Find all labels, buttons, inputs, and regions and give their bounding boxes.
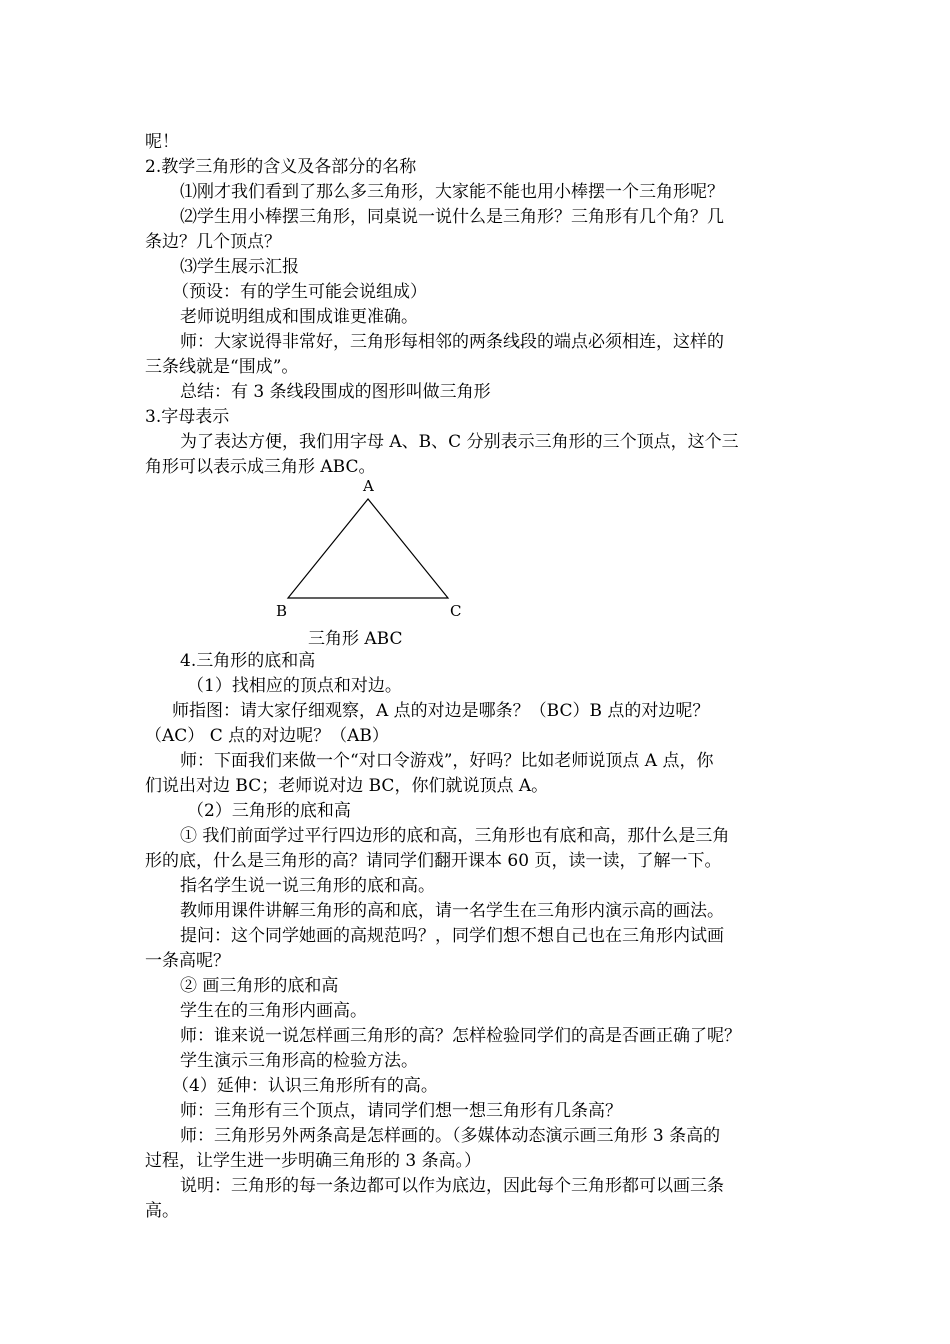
- text-line: 一条高呢？: [145, 951, 230, 971]
- text-line: 学生演示三角形高的检验方法。: [180, 1051, 418, 1071]
- text-line: 师：三角形有三个顶点，请同学们想一想三角形有几条高？: [180, 1101, 622, 1121]
- text-line: 高。: [145, 1201, 179, 1221]
- text-line: 过程，让学生进一步明确三角形的 3 条高。）: [145, 1151, 482, 1171]
- text-line: 形的底，什么是三角形的高？请同学们翻开课本 60 页，读一读，了解一下。: [145, 851, 722, 871]
- text-line: 师：谁来说一说怎样画三角形的高？怎样检验同学们的高是否画正确了呢？: [180, 1026, 741, 1046]
- vertex-label-a: A: [363, 477, 374, 495]
- text-line: 提问：这个同学她画的高规范吗？，同学们想不想自己也在三角形内试画: [180, 926, 724, 946]
- vertex-label-b: B: [276, 602, 288, 620]
- triangle-shape: [288, 499, 448, 598]
- text-line: 们说出对边 BC；老师说对边 BC，你们就说顶点 A。: [145, 776, 549, 796]
- vertex-label-c: C: [450, 602, 462, 620]
- text-line: ⑵学生用小棒摆三角形，同桌说一说什么是三角形？三角形有几个角？几: [180, 207, 724, 227]
- section-heading: 2.教学三角形的含义及各部分的名称: [145, 157, 417, 177]
- text-line: 条边？几个顶点？: [145, 232, 281, 252]
- text-line: 三条线就是“围成”。: [145, 357, 299, 377]
- text-line: ⑶学生展示汇报: [180, 257, 299, 277]
- text-line: 呢！: [145, 132, 179, 152]
- text-line: （1）找相应的顶点和对边。: [187, 676, 402, 696]
- text-line: 师指图：请大家仔细观察，A 点的对边是哪条？（BC）B 点的对边呢？: [172, 701, 710, 721]
- text-line: 总结：有 3 条线段围成的图形叫做三角形: [180, 382, 491, 402]
- text-line: 师：大家说得非常好，三角形每相邻的两条线段的端点必须相连，这样的: [180, 332, 724, 352]
- text-line: 老师说明组成和围成谁更准确。: [180, 307, 418, 327]
- text-line: 学生在的三角形内画高。: [180, 1001, 367, 1021]
- text-line: （AC） C 点的对边呢？（AB）: [145, 726, 389, 746]
- text-line: ① 我们前面学过平行四边形的底和高，三角形也有底和高，那什么是三角: [180, 826, 730, 846]
- text-line: 为了表达方便，我们用字母 A、B、C 分别表示三角形的三个顶点，这个三: [180, 432, 739, 452]
- section-heading: 4.三角形的底和高: [180, 651, 316, 671]
- text-line: 师：三角形另外两条高是怎样画的。（多媒体动态演示画三角形 3 条高的: [180, 1126, 721, 1146]
- text-line: 角形可以表示成三角形 ABC。: [145, 457, 376, 477]
- text-line: ② 画三角形的底和高: [180, 976, 339, 996]
- text-line: 说明：三角形的每一条边都可以作为底边，因此每个三角形都可以画三条: [180, 1176, 724, 1196]
- section-heading: 3.字母表示: [145, 407, 230, 427]
- text-line: 教师用课件讲解三角形的高和底，请一名学生在三角形内演示高的画法。: [180, 901, 724, 921]
- text-line: ⑴刚才我们看到了那么多三角形，大家能不能也用小棒摆一个三角形呢？: [180, 182, 724, 202]
- text-line: （2）三角形的底和高: [187, 801, 351, 821]
- figure-caption: 三角形 ABC: [308, 629, 403, 649]
- text-line: 指名学生说一说三角形的底和高。: [180, 876, 435, 896]
- text-line: （预设：有的学生可能会说组成）: [172, 282, 427, 302]
- text-line: （4）延伸：认识三角形所有的高。: [172, 1076, 438, 1096]
- triangle-abc-figure: [260, 474, 480, 624]
- text-line: 师：下面我们来做一个“对口令游戏”，好吗？比如老师说顶点 A 点，你: [180, 751, 714, 771]
